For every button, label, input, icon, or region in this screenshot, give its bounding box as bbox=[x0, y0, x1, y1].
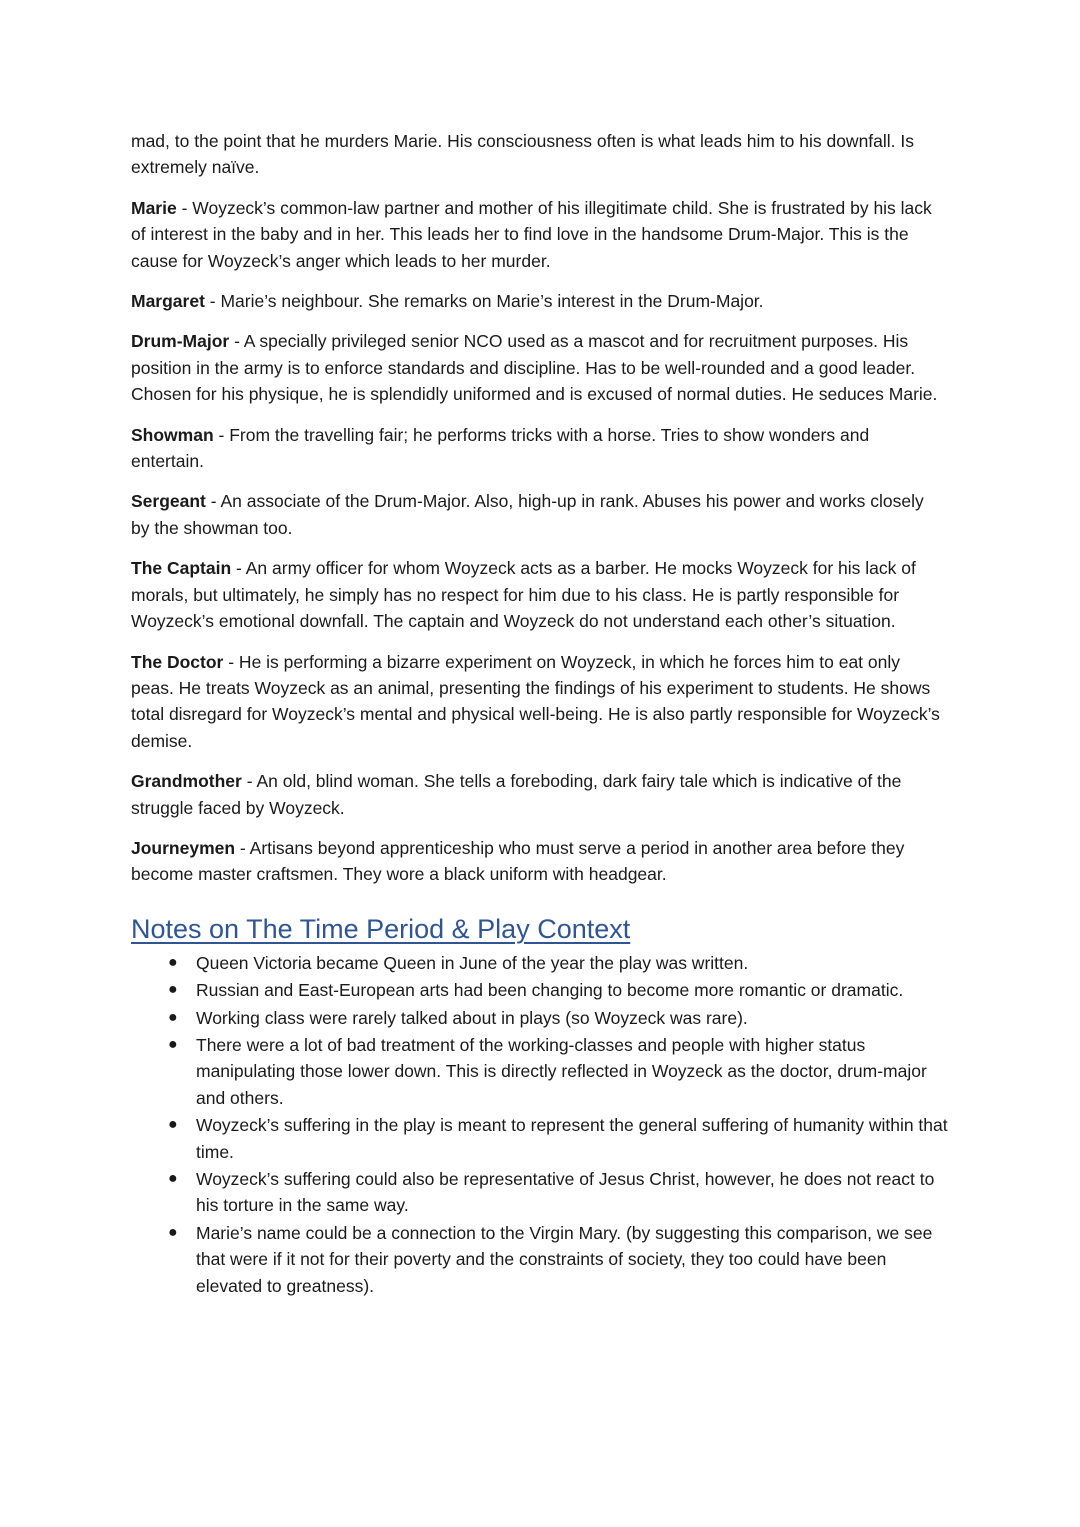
bullet-icon: ● bbox=[168, 1170, 178, 1187]
note-text: Woyzeck’s suffering could also be representative of Jesus Christ, however, he does not react to his torture in the same way. bbox=[196, 1169, 935, 1216]
bullet-icon: ● bbox=[168, 981, 178, 999]
character-name: Grandmother bbox=[131, 771, 242, 792]
section-heading-context: Notes on The Time Period & Play Context bbox=[131, 913, 631, 944]
character-name: Drum-Major bbox=[131, 331, 230, 352]
character-intro-continuation: mad, to the point that he murders Marie. His consciousness often is what leads him to his downfall. Is extremely naïve. bbox=[131, 131, 915, 178]
character-name: Showman bbox=[131, 424, 214, 445]
character-description: - A specially privileged senior NCO used as a mascot and for recruitment purposes. His position in the army is to enforce standards and discipline. Has to be well-rounded and a good leader. Chosen for his physique, he is splendidly uniformed and is excused of normal duties. He seduces Marie. bbox=[131, 331, 938, 405]
character-entry-drum-major bbox=[131, 328, 946, 407]
note-text: Working class were rarely talked about in plays (so Woyzeck was rare). bbox=[196, 1007, 748, 1028]
bullet-icon: ● bbox=[168, 1035, 178, 1053]
character-description: - He is performing a bizarre experiment on Woyzeck, in which he forces him to eat only peas. He treats Woyzeck as an animal, presenting the findings of his experiment to students. He shows total disregard for Woyzeck’s mental and physical well-being. He is also partly responsible for Woyzeck’s demise. bbox=[131, 651, 940, 751]
list-item bbox=[131, 1220, 951, 1299]
character-name: The Doctor bbox=[131, 651, 224, 672]
character-description: - An army officer for whom Woyzeck acts as a barber. He mocks Woyzeck for his lack of morals, but ultimately, he simply has no respect for him due to his class. He is partly responsible for Woyzeck’s emotional downfall. The captain and Woyzeck do not understand each other’s situation. bbox=[131, 558, 916, 632]
character-entry-sergeant bbox=[131, 488, 946, 541]
character-description: - Artisans beyond apprenticeship who must serve a period in another area before they become master craftsmen. They wore a black uniform with headgear. bbox=[131, 837, 905, 885]
character-entry-journeymen bbox=[131, 835, 946, 888]
context-notes-list bbox=[131, 950, 951, 1299]
character-description: - Woyzeck’s common-law partner and mother of his illegitimate child. She is frustrated by his lack of interest in the baby and in her. This leads her to find love in the handsome Drum-Major. This is the cause for Woyzeck’s anger which leads to her murder. bbox=[131, 197, 932, 271]
character-name: Marie bbox=[131, 197, 177, 218]
list-item bbox=[131, 977, 951, 1003]
character-name: Journeymen bbox=[131, 837, 236, 858]
list-item bbox=[131, 950, 951, 976]
bullet-icon: ● bbox=[168, 1223, 178, 1241]
list-item bbox=[131, 1005, 951, 1031]
character-description: - An old, blind woman. She tells a foreboding, dark fairy tale which is indicative of the struggle faced by Woyzeck. bbox=[131, 771, 902, 818]
character-entry-the-doctor bbox=[131, 649, 946, 755]
list-item bbox=[131, 1166, 951, 1219]
character-description: - An associate of the Drum-Major. Also, high-up in rank. Abuses his power and works closely by the showman too. bbox=[131, 491, 924, 538]
list-item bbox=[131, 1112, 951, 1165]
character-name: The Captain bbox=[131, 558, 232, 579]
character-name: Margaret bbox=[131, 291, 205, 312]
bullet-icon: ● bbox=[168, 953, 178, 971]
character-entry-marie bbox=[131, 195, 946, 274]
character-entry-margaret bbox=[131, 288, 946, 314]
note-text: There were a lot of bad treatment of the working-classes and people with higher status manipulating those lower down. This is directly reflected in Woyzeck as the doctor, drum-major and others. bbox=[196, 1034, 927, 1108]
note-text: Woyzeck’s suffering in the play is meant to represent the general suffering of humanity within that time. bbox=[196, 1115, 948, 1162]
character-name: Sergeant bbox=[131, 491, 206, 512]
list-item bbox=[131, 1032, 951, 1111]
bullet-icon: ● bbox=[168, 1116, 178, 1134]
note-text: Queen Victoria became Queen in June of the year the play was written. bbox=[196, 952, 749, 973]
note-text: Russian and East-European arts had been changing to become more romantic or dramatic. bbox=[196, 980, 904, 1001]
character-description: - Marie’s neighbour. She remarks on Marie’s interest in the Drum-Major. bbox=[204, 291, 764, 312]
character-entry-grandmother bbox=[131, 768, 946, 821]
character-description: - From the travelling fair; he performs tricks with a horse. Tries to show wonders and entertain. bbox=[131, 424, 870, 472]
bullet-icon: ● bbox=[168, 1008, 178, 1026]
note-text: Marie’s name could be a connection to the Virgin Mary. (by suggesting this comparison, we see that were if it not for their poverty and the constraints of society, they too could have been elevated to greatness). bbox=[196, 1222, 933, 1296]
character-entry-the-captain bbox=[131, 555, 946, 634]
character-entry-showman bbox=[131, 422, 946, 475]
